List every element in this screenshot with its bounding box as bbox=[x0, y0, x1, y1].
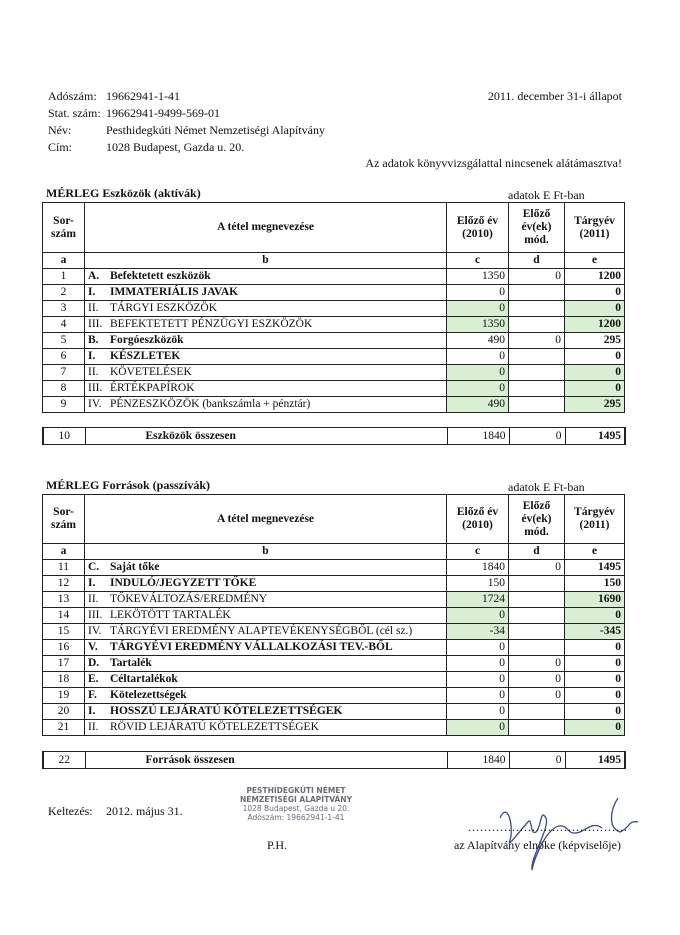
table-row bbox=[43, 333, 625, 349]
row-prev-year: 0 bbox=[447, 608, 509, 624]
assets-total-row bbox=[42, 427, 626, 445]
row-modification bbox=[509, 349, 565, 365]
row-name: KÉSZLETEK bbox=[110, 350, 181, 362]
row-prev-year: 1350 bbox=[447, 269, 509, 285]
col-curr: Tárgyév (2011) bbox=[565, 495, 625, 544]
row-modification bbox=[509, 624, 565, 640]
row-code: IV. bbox=[88, 398, 102, 410]
assets-rows bbox=[43, 269, 625, 413]
row-prev-year: 490 bbox=[447, 333, 509, 349]
letter-e: e bbox=[565, 544, 625, 560]
row-code: II. bbox=[88, 721, 99, 733]
tax-value: 19662941-1-41 bbox=[106, 89, 180, 103]
row-current-year: 1200 bbox=[565, 269, 625, 285]
name-value: Pesthidegkúti Német Nemzetiségi Alapítvány bbox=[106, 123, 325, 137]
row-modification bbox=[509, 301, 565, 317]
row-current-year: 0 bbox=[565, 608, 625, 624]
row-current-year: 0 bbox=[565, 704, 625, 720]
row-modification: 0 bbox=[509, 656, 565, 672]
row-current-year: 0 bbox=[565, 301, 625, 317]
row-modification bbox=[509, 704, 565, 720]
row-modification bbox=[509, 640, 565, 656]
row-prev-year: -34 bbox=[447, 624, 509, 640]
signer-label: az Alapítvány elnöke (képviselője) bbox=[454, 838, 621, 852]
row-number: 2 bbox=[43, 285, 85, 301]
row-current-year: 0 bbox=[565, 349, 625, 365]
row-item-name bbox=[85, 269, 447, 285]
row-prev-year: 1724 bbox=[447, 592, 509, 608]
row-number: 11 bbox=[43, 560, 85, 576]
row-item-name bbox=[85, 365, 447, 381]
row-code: B. bbox=[88, 334, 99, 346]
row-modification bbox=[509, 608, 565, 624]
total-name: Források összesen bbox=[85, 752, 447, 769]
liabilities-title-rest: Források (passzívák) bbox=[102, 478, 211, 492]
row-prev-year: 1840 bbox=[447, 560, 509, 576]
tax-label: Adószám: bbox=[48, 89, 97, 103]
row-item-name bbox=[85, 688, 447, 704]
row-name: Saját tőke bbox=[110, 561, 160, 573]
row-code: I. bbox=[88, 577, 96, 589]
letter-e: e bbox=[565, 253, 625, 269]
liabilities-unit: adatok E Ft-ban bbox=[508, 480, 585, 494]
row-current-year: 0 bbox=[565, 672, 625, 688]
row-name: TÁRGYÉVI EREDMÉNY ALAPTEVÉKENYSÉGBŐL (cél sz.) bbox=[110, 625, 413, 637]
table-row bbox=[43, 301, 625, 317]
table-row bbox=[43, 720, 625, 736]
liabilities-table bbox=[42, 494, 625, 736]
row-name: TŐKEVÁLTOZÁS/EREDMÉNY bbox=[110, 593, 268, 605]
row-modification bbox=[509, 576, 565, 592]
row-modification bbox=[509, 592, 565, 608]
date-value: 2012. május 31. bbox=[106, 804, 183, 818]
row-code: I. bbox=[88, 350, 96, 362]
row-current-year: 0 bbox=[565, 720, 625, 736]
stamp-line-3: 1028 Budapest, Gazda u 20. bbox=[242, 804, 350, 813]
row-code: F. bbox=[88, 689, 97, 701]
total-serial: 22 bbox=[43, 752, 85, 769]
row-item-name bbox=[85, 720, 447, 736]
row-prev-year: 0 bbox=[447, 301, 509, 317]
col-serial: Sor- szám bbox=[43, 203, 85, 253]
row-prev-year: 0 bbox=[447, 704, 509, 720]
letter-d: d bbox=[509, 544, 565, 560]
row-name: LEKÖTÖTT TARTALÉK bbox=[110, 609, 231, 621]
row-name: Tartalék bbox=[110, 657, 152, 669]
row-modification bbox=[509, 285, 565, 301]
row-modification bbox=[509, 317, 565, 333]
row-name: INDULÓ/JEGYZETT TŐKE bbox=[110, 577, 257, 589]
row-current-year: 295 bbox=[565, 397, 625, 413]
date-label: Keltezés: bbox=[48, 804, 93, 818]
table-row bbox=[43, 365, 625, 381]
total-curr: 1495 bbox=[565, 428, 625, 445]
assets-title-rest: Eszközök (aktívák) bbox=[102, 186, 201, 200]
row-modification: 0 bbox=[509, 672, 565, 688]
row-current-year: 150 bbox=[565, 576, 625, 592]
row-code: E. bbox=[88, 673, 99, 685]
row-code: IV. bbox=[88, 625, 102, 637]
total-curr: 1495 bbox=[565, 752, 625, 769]
row-name: BEFEKTETETT PÉNZÜGYI ESZKÖZÖK bbox=[110, 318, 313, 330]
row-item-name bbox=[85, 333, 447, 349]
row-number: 21 bbox=[43, 720, 85, 736]
row-modification: 0 bbox=[509, 560, 565, 576]
total-prev: 1840 bbox=[447, 428, 509, 445]
row-item-name bbox=[85, 381, 447, 397]
row-number: 12 bbox=[43, 576, 85, 592]
row-code: V. bbox=[88, 641, 98, 653]
row-item-name bbox=[85, 560, 447, 576]
liabilities-title bbox=[46, 478, 210, 493]
row-number: 18 bbox=[43, 672, 85, 688]
row-current-year: 0 bbox=[565, 381, 625, 397]
row-name: IMMATERIÁLIS JAVAK bbox=[110, 286, 239, 298]
stamp-line-4: Adószám: 19662941-1-41 bbox=[247, 813, 345, 822]
row-prev-year: 0 bbox=[447, 640, 509, 656]
total-serial: 10 bbox=[43, 428, 85, 445]
row-prev-year: 150 bbox=[447, 576, 509, 592]
row-number: 4 bbox=[43, 317, 85, 333]
row-number: 8 bbox=[43, 381, 85, 397]
row-name: PÉNZESZKÖZÖK (bankszámla + pénztár) bbox=[110, 398, 311, 410]
row-modification: 0 bbox=[509, 269, 565, 285]
row-code: I. bbox=[88, 286, 96, 298]
assets-title bbox=[46, 186, 201, 201]
row-number: 13 bbox=[43, 592, 85, 608]
table-row bbox=[43, 656, 625, 672]
organization-stamp bbox=[226, 786, 366, 822]
row-modification bbox=[509, 397, 565, 413]
row-name: Céltartalékok bbox=[110, 673, 178, 685]
col-serial: Sor- szám bbox=[43, 495, 85, 544]
row-item-name bbox=[85, 285, 447, 301]
row-name: Forgóeszközök bbox=[110, 334, 184, 346]
row-number: 3 bbox=[43, 301, 85, 317]
row-name: Kötelezettségek bbox=[110, 689, 187, 701]
table-row bbox=[43, 608, 625, 624]
row-prev-year: 0 bbox=[447, 285, 509, 301]
table-row bbox=[43, 624, 625, 640]
row-number: 7 bbox=[43, 365, 85, 381]
col-prev: Előző év (2010) bbox=[447, 203, 509, 253]
row-number: 5 bbox=[43, 333, 85, 349]
table-row bbox=[43, 640, 625, 656]
letter-b: b bbox=[85, 544, 447, 560]
row-item-name bbox=[85, 349, 447, 365]
row-code: III. bbox=[88, 382, 103, 394]
row-prev-year: 0 bbox=[447, 365, 509, 381]
liabilities-total-row bbox=[42, 751, 626, 769]
row-item-name bbox=[85, 317, 447, 333]
row-prev-year: 1350 bbox=[447, 317, 509, 333]
row-item-name bbox=[85, 704, 447, 720]
row-number: 9 bbox=[43, 397, 85, 413]
row-prev-year: 490 bbox=[447, 397, 509, 413]
row-code: III. bbox=[88, 609, 103, 621]
table-row bbox=[43, 349, 625, 365]
row-modification bbox=[509, 381, 565, 397]
col-name: A tétel megnevezése bbox=[85, 495, 447, 544]
ph-label: P.H. bbox=[267, 838, 288, 852]
row-item-name bbox=[85, 608, 447, 624]
row-prev-year: 0 bbox=[447, 672, 509, 688]
state-date: 2011. december 31-i állapot bbox=[487, 89, 622, 103]
audit-note: Az adatok könyvvizsgálattal nincsenek alátámasztva! bbox=[365, 156, 622, 170]
col-prev: Előző év (2010) bbox=[447, 495, 509, 544]
col-mod: Előző év(ek) mód. bbox=[509, 203, 565, 253]
letter-c: c bbox=[447, 253, 509, 269]
row-current-year: 295 bbox=[565, 333, 625, 349]
row-prev-year: 0 bbox=[447, 349, 509, 365]
row-name: HOSSZÚ LEJÁRATÚ KÖTELEZETTSÉGEK bbox=[110, 705, 343, 717]
letter-d: d bbox=[509, 253, 565, 269]
row-number: 16 bbox=[43, 640, 85, 656]
row-current-year: 0 bbox=[565, 285, 625, 301]
row-name: TÁRGYI ESZKÖZÖK bbox=[110, 302, 218, 314]
col-name: A tétel megnevezése bbox=[85, 203, 447, 253]
row-item-name bbox=[85, 640, 447, 656]
assets-title-bold: MÉRLEG bbox=[46, 186, 100, 200]
total-mod: 0 bbox=[509, 752, 565, 769]
table-row bbox=[43, 704, 625, 720]
row-current-year: 1495 bbox=[565, 560, 625, 576]
col-curr: Tárgyév (2011) bbox=[565, 203, 625, 253]
row-number: 14 bbox=[43, 608, 85, 624]
row-item-name bbox=[85, 656, 447, 672]
address-value: 1028 Budapest, Gazda u. 20. bbox=[106, 140, 245, 154]
liabilities-rows bbox=[43, 560, 625, 736]
row-code: II. bbox=[88, 366, 99, 378]
row-code: II. bbox=[88, 302, 99, 314]
total-mod: 0 bbox=[509, 428, 565, 445]
row-name: Befektetett eszközök bbox=[110, 270, 211, 282]
row-prev-year: 0 bbox=[447, 688, 509, 704]
table-row bbox=[43, 688, 625, 704]
row-prev-year: 0 bbox=[447, 656, 509, 672]
address-label: Cím: bbox=[48, 140, 73, 154]
row-current-year: 0 bbox=[565, 640, 625, 656]
row-prev-year: 0 bbox=[447, 720, 509, 736]
row-name: RÖVID LEJÁRATÚ KÖTELEZETTSÉGEK bbox=[110, 721, 319, 733]
row-number: 15 bbox=[43, 624, 85, 640]
row-number: 6 bbox=[43, 349, 85, 365]
table-row bbox=[43, 672, 625, 688]
letter-c: c bbox=[447, 544, 509, 560]
row-name: ÉRTÉKPAPÍROK bbox=[110, 382, 195, 394]
table-row bbox=[43, 381, 625, 397]
row-item-name bbox=[85, 672, 447, 688]
row-current-year: 0 bbox=[565, 688, 625, 704]
row-current-year: -345 bbox=[565, 624, 625, 640]
letter-b: b bbox=[85, 253, 447, 269]
row-number: 17 bbox=[43, 656, 85, 672]
assets-unit: adatok E Ft-ban bbox=[508, 188, 585, 202]
assets-table bbox=[42, 202, 625, 413]
row-modification bbox=[509, 365, 565, 381]
table-row bbox=[43, 576, 625, 592]
col-mod: Előző év(ek) mód. bbox=[509, 495, 565, 544]
row-item-name bbox=[85, 624, 447, 640]
stat-label: Stat. szám: bbox=[48, 106, 101, 120]
row-current-year: 1690 bbox=[565, 592, 625, 608]
row-code: III. bbox=[88, 318, 103, 330]
row-current-year: 0 bbox=[565, 656, 625, 672]
name-label: Név: bbox=[48, 123, 72, 137]
row-code: II. bbox=[88, 593, 99, 605]
row-number: 19 bbox=[43, 688, 85, 704]
table-row bbox=[43, 560, 625, 576]
row-code: D. bbox=[88, 657, 100, 669]
row-modification: 0 bbox=[509, 333, 565, 349]
row-item-name bbox=[85, 301, 447, 317]
row-current-year: 1200 bbox=[565, 317, 625, 333]
letter-a: a bbox=[43, 253, 85, 269]
table-row bbox=[43, 285, 625, 301]
row-current-year: 0 bbox=[565, 365, 625, 381]
row-item-name bbox=[85, 576, 447, 592]
row-code: C. bbox=[88, 561, 100, 573]
row-item-name bbox=[85, 592, 447, 608]
table-row bbox=[43, 317, 625, 333]
row-code: A. bbox=[88, 270, 100, 282]
row-modification: 0 bbox=[509, 688, 565, 704]
liabilities-title-bold: MÉRLEG bbox=[46, 478, 100, 492]
table-row bbox=[43, 592, 625, 608]
table-row bbox=[43, 397, 625, 413]
row-code: I. bbox=[88, 705, 96, 717]
row-name: KÖVETELÉSEK bbox=[110, 366, 192, 378]
total-name: Eszközök összesen bbox=[85, 428, 447, 445]
signature-line: ........................................ bbox=[468, 820, 628, 834]
table-row bbox=[43, 269, 625, 285]
row-name: TÁRGYÉVI EREDMÉNY VÁLLALKOZÁSI TEV.-BŐL bbox=[110, 641, 393, 653]
stat-value: 19662941-9499-569-01 bbox=[106, 106, 220, 120]
letter-a: a bbox=[43, 544, 85, 560]
row-number: 20 bbox=[43, 704, 85, 720]
row-item-name bbox=[85, 397, 447, 413]
row-modification bbox=[509, 720, 565, 736]
stamp-line-2: NEMZETISÉGI ALAPÍTVÁNY bbox=[239, 795, 352, 804]
row-prev-year: 0 bbox=[447, 381, 509, 397]
row-number: 1 bbox=[43, 269, 85, 285]
stamp-line-1: PESTHIDEGKÚTI NÉMET bbox=[246, 786, 346, 795]
total-prev: 1840 bbox=[447, 752, 509, 769]
